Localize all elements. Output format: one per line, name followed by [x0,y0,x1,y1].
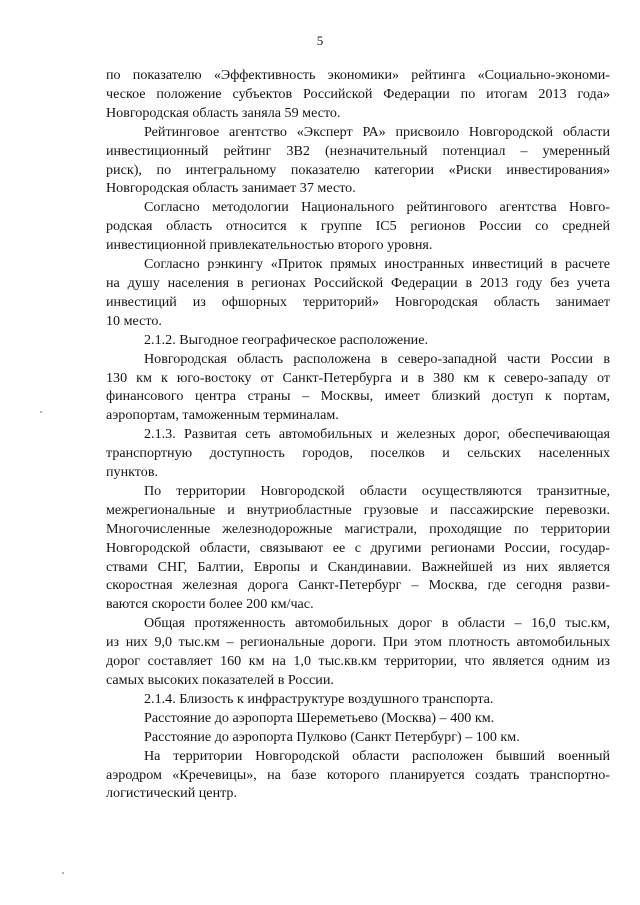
paragraph [106,690,610,709]
text-line: аэропортам, таможенным терминалам. [106,407,339,424]
text-line: Новгородской области, связывают ее с другими регионами России, государ- [106,539,610,556]
text-line: 2.1.4. Близость к инфраструктуре воздушного транспорта. [144,690,494,707]
text-line: на душу населения в регионах Российской Федерации в 2013 году без учета [106,274,610,291]
text-line: финансового центра страны – Москвы, имеет близкий доступ к портам, [106,388,610,405]
text-line: Многочисленные железнодорожные магистрали, проходящие по территории [106,520,610,537]
text-line: Новгородская область расположена в северо-западной части России в [144,350,610,367]
text-line: дорог составляет 160 км на 1,0 тыс.кв.км территории, что является одним из [106,653,610,670]
text-line: из них 9,0 тыс.км – региональные дороги. При этом плотность автомобильных [106,634,610,651]
page-number: 5 [316,33,324,48]
paragraph [106,614,610,690]
text-line: ваются скорости более 200 км/час. [106,596,314,613]
text-line: скоростная железная дорога Санкт-Петербург – Москва, где сегодня разви- [106,577,610,594]
text-line: Рейтинговое агентство «Эксперт РА» присвоило Новгородской области [144,123,610,140]
paragraph [106,66,610,123]
text-line: риск), по интегральному показателю категории «Риски инвестирования» [106,161,610,178]
text-line: Согласно методологии Национального рейтингового агентства Новго- [144,199,610,216]
text-line: по показателю «Эффективность экономики» рейтинга «Социально-экономи- [106,67,610,83]
paragraph [106,350,610,426]
text-line: Общая протяженность автомобильных дорог в области – 16,0 тыс.км, [144,615,610,632]
paragraph [106,747,610,804]
text-line: Расстояние до аэропорта Шереметьево (Москва) – 400 км. [144,709,495,726]
scan-speck [62,872,64,874]
text-line: 2.1.3. Развитая сеть автомобильных и железных дорог, обеспечивающая [144,426,610,443]
text-line: Новгородская область занимает 37 место. [106,180,356,197]
paragraph [106,255,610,331]
paragraph [106,425,610,482]
text-line: Новгородская область заняла 59 место. [106,104,341,121]
text-line: На территории Новгородской области расположен бывший военный [144,747,610,764]
document-body [106,66,610,803]
text-line: 2.1.2. Выгодное географическое расположение. [144,331,428,348]
paragraph [106,123,610,199]
text-line: логистический центр. [106,785,238,802]
paragraph [106,482,610,614]
text-line: родская область относится к группе IC5 регионов России со средней [106,218,610,235]
paragraph [106,331,610,350]
text-line: 130 км к юго-востоку от Санкт-Петербурга и в 380 км к северо-западу от [106,369,610,386]
text-line: 10 место. [106,312,162,329]
text-line: Расстояние до аэропорта Пулково (Санкт Петербург) – 100 км. [144,728,520,745]
text-line: межрегиональные и внутриобластные грузовые и пассажирские перевозки. [106,501,610,518]
text-line: транспортную доступность городов, поселков и сельских населенных [106,445,610,462]
text-line: инвестиций из офшорных территорий» Новгородская область занимает [106,293,610,310]
text-line: По территории Новгородской области осуществляются транзитные, [144,482,610,499]
paragraph [106,728,610,747]
text-line: пунктов. [106,464,158,481]
text-line: инвестиционный рейтинг 3В2 (незначительный потенциал – умеренный [106,142,610,159]
text-line: ческое положение субъектов Российской Федерации по итогам 2013 года» [106,85,610,102]
text-line: Согласно рэнкингу «Приток прямых иностранных инвестиций в расчете [144,256,610,273]
text-line: самых высоких показателей в России. [106,672,334,688]
text-line: ствами СНГ, Балтии, Европы и Скандинавии. Важнейшей из них является [106,558,610,575]
scan-speck [40,411,42,413]
paragraph [106,709,610,728]
paragraph [106,198,610,255]
text-line: аэродром «Кречевицы», на базе которого планируется создать транспортно- [106,766,610,783]
text-line: инвестиционной привлекательностью второго уровня. [106,237,433,254]
